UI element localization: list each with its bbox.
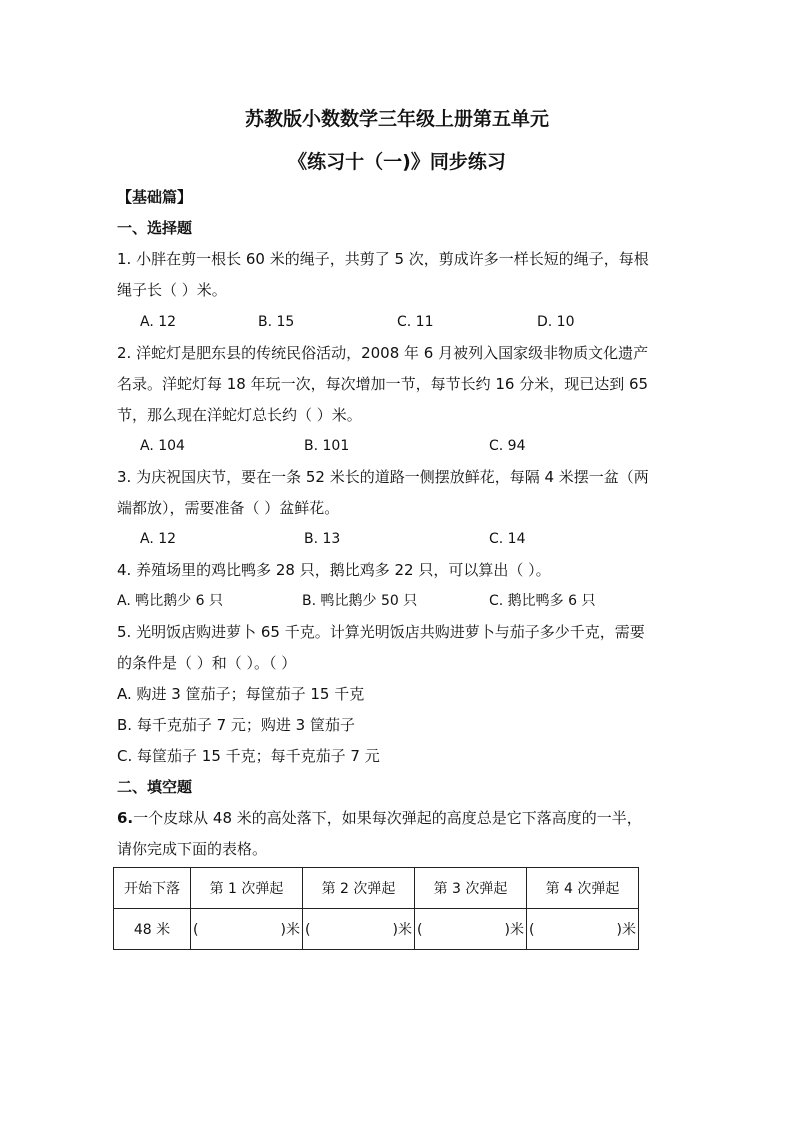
table-header-cell: 第 1 次弹起: [191, 868, 303, 909]
q4-option-c: C. 鹅比鸭多 6 只: [489, 593, 596, 609]
q2-line3: 节，那么现在洋蛇灯总长约（ ）米。: [117, 406, 362, 424]
q6-line2: 请你完成下面的表格。: [117, 840, 268, 858]
q3-line2: 端都放），需要准备（ ）盆鲜花。: [117, 499, 340, 517]
table-row: [114, 909, 639, 950]
answer-cell-3[interactable]: [415, 909, 527, 950]
table-header-cell: 第 2 次弹起: [303, 868, 415, 909]
q3-option-c: C. 14: [489, 531, 526, 547]
q3-option-b: B. 13: [304, 531, 341, 547]
q1-option-a: A. 12: [140, 314, 177, 330]
q4-line1: 4. 养殖场里的鸡比鸭多 28 只，鹅比鸡多 22 只，可以算出（ ）。: [117, 561, 551, 579]
open-paren: (: [193, 922, 199, 938]
q5-option-b: B. 每千克茄子 7 元；购进 3 筐茄子: [117, 716, 355, 734]
unit-label: )米: [504, 922, 524, 938]
q5-option-c: C. 每筐茄子 15 千克；每千克茄子 7 元: [117, 747, 380, 765]
q1-line1: 1. 小胖在剪一根长 60 米的绳子，共剪了 5 次，剪成许多一样长短的绳子，每根: [117, 250, 649, 268]
q1-option-c: C. 11: [397, 314, 434, 330]
q2-line2: 名录。洋蛇灯每 18 年玩一次，每次增加一节，每节长约 16 分米，现已达到 65: [117, 375, 649, 393]
start-height-cell: 48 米: [114, 909, 191, 950]
q5-line1: 5. 光明饭店购进萝卜 65 千克。计算光明饭店共购进萝卜与茄子多少千克，需要: [117, 623, 645, 641]
answer-cell-1[interactable]: [191, 909, 303, 950]
q6-number: 6.: [117, 809, 134, 827]
open-paren: (: [417, 922, 423, 938]
page-subtitle: 《练习十（一)》同步练习: [288, 151, 506, 173]
bounce-table: [113, 867, 639, 950]
q5-line2: 的条件是（ ）和（ ）。（ ）: [117, 654, 297, 672]
q6-line1-text: 一个皮球从 48 米的高处落下，如果每次弹起的高度总是它下落高度的一半，: [133, 809, 642, 827]
open-paren: (: [529, 922, 535, 938]
answer-cell-2[interactable]: [303, 909, 415, 950]
page-title: 苏教版小数数学三年级上册第五单元: [244, 108, 549, 130]
q2-option-a: A. 104: [140, 438, 185, 454]
section-basic-label: 【基础篇】: [117, 188, 193, 206]
unit-label: )米: [280, 922, 300, 938]
unit-label: )米: [392, 922, 412, 938]
q5-option-a: A. 购进 3 筐茄子；每筐茄子 15 千克: [117, 685, 365, 703]
q1-option-b: B. 15: [258, 314, 295, 330]
q6-line1: [117, 808, 642, 828]
open-paren: (: [305, 922, 311, 938]
table-header-cell: 第 4 次弹起: [527, 868, 639, 909]
q4-option-b: B. 鸭比鹅少 50 只: [302, 593, 418, 609]
q2-option-c: C. 94: [489, 438, 526, 454]
q4-option-a: A. 鸭比鹅少 6 只: [117, 593, 224, 609]
q3-option-a: A. 12: [140, 531, 177, 547]
q1-option-d: D. 10: [537, 314, 575, 330]
answer-cell-4[interactable]: [527, 909, 639, 950]
q2-option-b: B. 101: [304, 438, 350, 454]
table-header-cell: 第 3 次弹起: [415, 868, 527, 909]
part2-heading: 二、填空题: [117, 778, 193, 796]
q1-line2: 绳子长（ ）米。: [117, 281, 227, 299]
unit-label: )米: [616, 922, 636, 938]
table-header-row: [114, 868, 639, 909]
table-header-cell: 开始下落: [114, 868, 191, 909]
part1-heading: 一、选择题: [117, 219, 193, 237]
q3-line1: 3. 为庆祝国庆节，要在一条 52 米长的道路一侧摆放鲜花，每隔 4 米摆一盆（两: [117, 468, 649, 486]
q2-line1: 2. 洋蛇灯是肥东县的传统民俗活动，2008 年 6 月被列入国家级非物质文化遗产: [117, 344, 649, 362]
